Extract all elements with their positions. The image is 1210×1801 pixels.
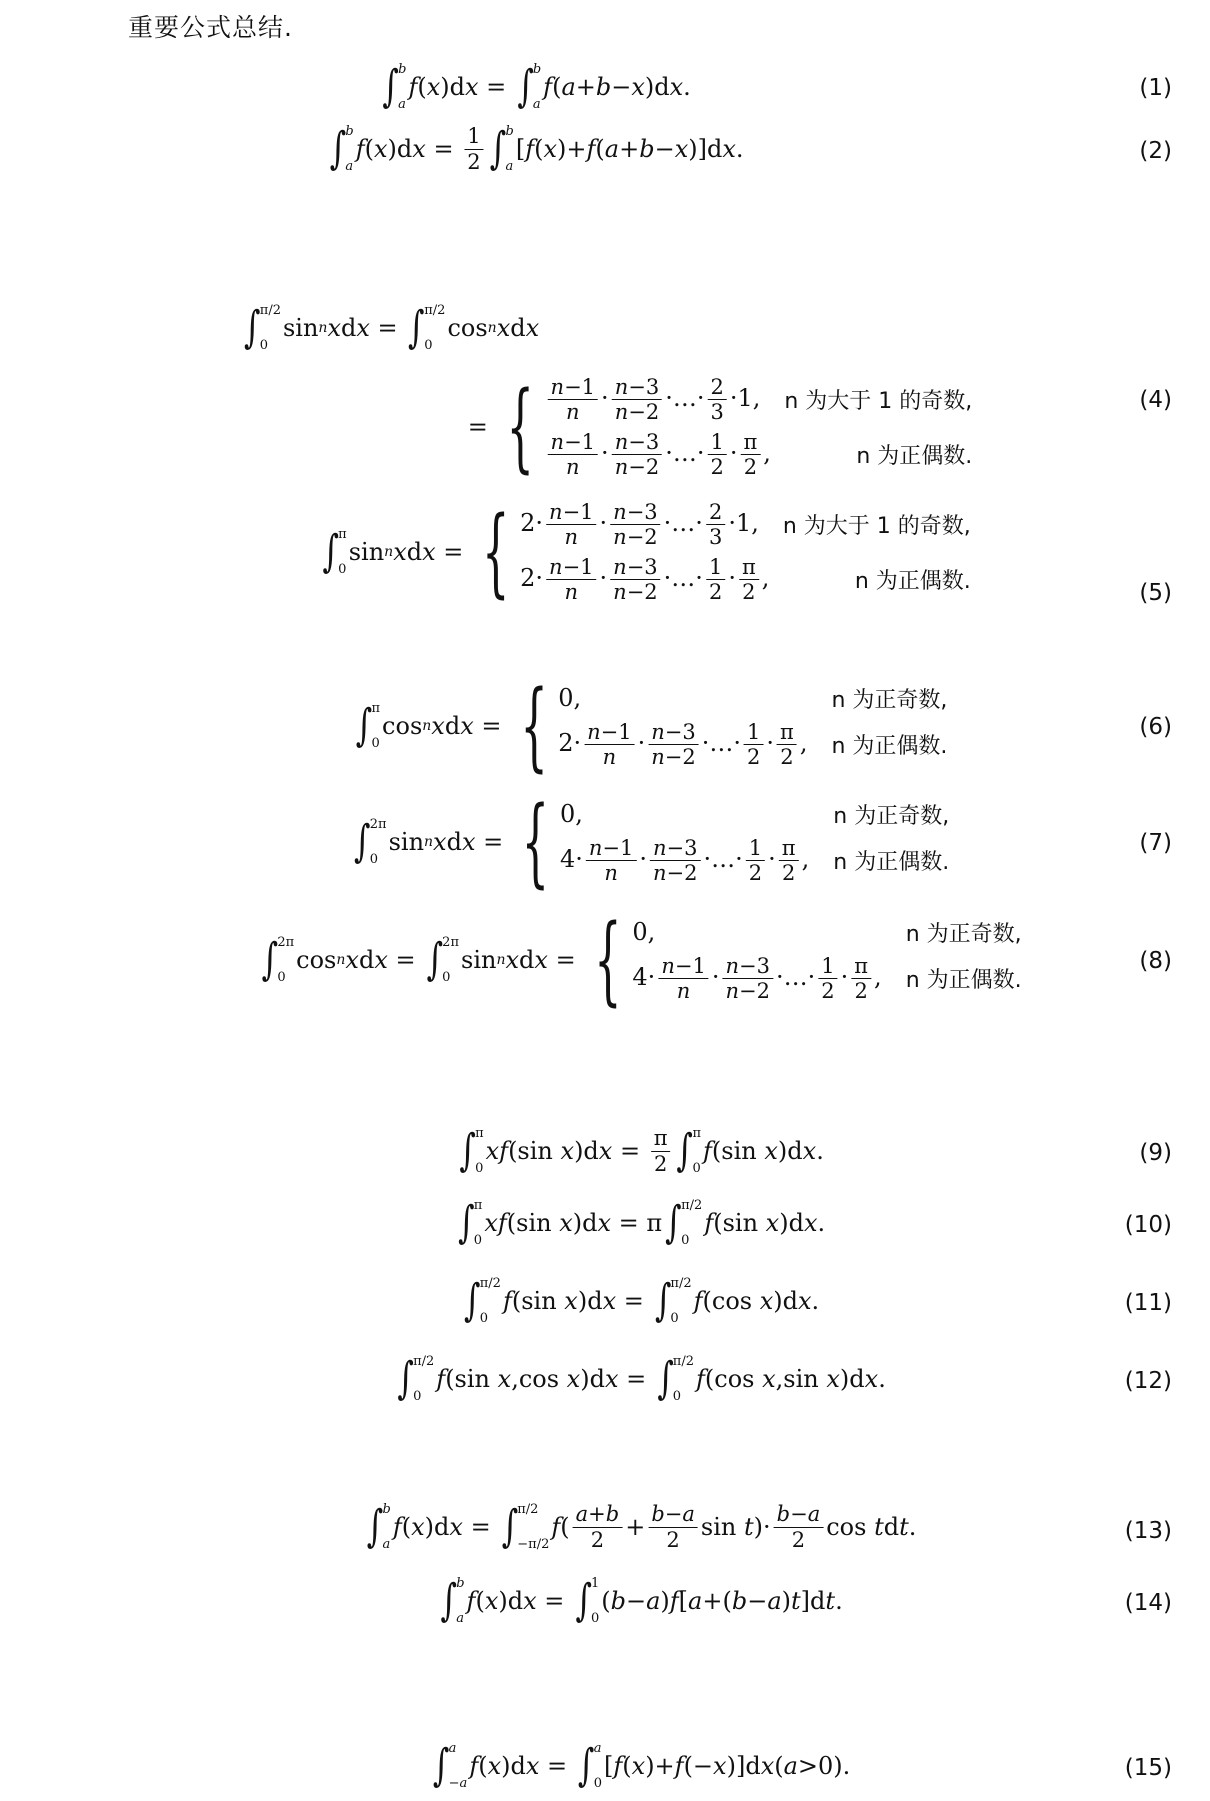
case-condition: n 为正偶数. [854, 569, 971, 595]
equation-number: (6) [1139, 714, 1172, 740]
equation-body: ∫ 2π 0 cos n x d x = ∫ 2π 0 sin n x d x = { 0, n 为正奇数, 4· $\frac{n-1}{n}$ · $\frac{n-3}{n-2}$ ·…· $\frac{1}{2}$ · $\frac{\pi}{2}$ , n 为正偶数. [261, 904, 1022, 1016]
equation-number: (15) [1124, 1755, 1172, 1781]
case-condition: n 为正奇数, [833, 803, 950, 829]
equation-number: (4) [1139, 387, 1172, 413]
equation-body: ∫ a −a f ( x )d x = ∫ a 0 [ f ( x )+ f (− x )]d x ( a >0). [432, 1740, 851, 1791]
equation-number: (12) [1124, 1368, 1172, 1394]
equation-body: ∫ π 0 cos n x d x = { 0, n 为正奇数, 2· $\frac{n-1}{n}$ · $\frac{n-3}{n-2}$ ·…· $\frac{1}{2}$ · $\frac{\pi}{2}$ , n 为正偶数. [355, 670, 948, 782]
equation-body: ∫ π/2 0 f (sin x ,cos x )d x = ∫ π/2 0 f (cos x ,sin x )d x . [397, 1353, 886, 1404]
equation-body: ∫ b a f ( x )d x = ∫ 1 0 ( b − a ) f [ a +( b − a ) t ]d t . [440, 1575, 843, 1626]
equation-body: ∫ π 0 xf (sin x )d x = $\frac{\pi}{2}$ ∫ π 0 f (sin x )d x . [459, 1125, 824, 1176]
case-condition: n 为大于 1 的奇数, [784, 389, 973, 415]
equation-number: (9) [1139, 1140, 1172, 1166]
equation-number: (11) [1124, 1290, 1172, 1316]
equation-number: (7) [1139, 830, 1172, 856]
equation-body: ∫ b a f ( x )d x = ∫ b a f ( a + b − x )d x . [382, 61, 691, 112]
case-condition: n 为正奇数, [831, 687, 948, 713]
equation-number: (13) [1124, 1518, 1172, 1544]
equation-body: ∫ b a f ( x )d x = $\frac{1}{2}$ ∫ b a [ f ( x )+ f ( a + b − x )]d x . [329, 123, 744, 174]
equation-number: (2) [1139, 138, 1172, 164]
equation-body: ∫ 2π 0 sin n x d x = { 0, n 为正奇数, 4· $\frac{n-1}{n}$ · $\frac{n-3}{n-2}$ ·…· $\frac{1}{2}$ · $\frac{\pi}{2}$ , n 为正偶数. [354, 786, 950, 898]
page-title: 重要公式总结. [128, 13, 293, 42]
equation-body: ∫ π 0 xf (sin x )d x = π ∫ π/2 0 f (sin x )d x . [458, 1197, 826, 1248]
equation-number: (10) [1124, 1212, 1172, 1238]
equation-body: ∫ π/2 0 sin n x d x = ∫ π/2 0 cos n x d x [244, 302, 540, 353]
case-condition: n 为正偶数. [833, 850, 950, 875]
equation-number: (8) [1139, 948, 1172, 974]
equation-body: ∫ π/2 0 f (sin x )d x = ∫ π/2 0 f (cos x )d x . [464, 1275, 820, 1326]
equation-number: (1) [1139, 75, 1172, 101]
equation-number: (14) [1124, 1590, 1172, 1616]
case-condition: n 为大于 1 的奇数, [782, 514, 971, 540]
case-condition: n 为正偶数. [831, 734, 948, 759]
equation-number: (5) [1139, 580, 1172, 606]
case-condition: n 为正偶数. [856, 444, 973, 470]
case-condition: n 为正偶数. [905, 968, 1022, 993]
equation-body: = { $\frac{n-1}{n}$ · $\frac{n-3}{n-2}$ ·…· $\frac{2}{3}$ ·1, n 为大于 1 的奇数, $\frac{n-1}{n}$ · $\frac{n-3}{n-2}$ ·…· $\frac{1}{2}$ · $\frac{\pi}{2}$ , n 为正偶数. [467, 371, 973, 484]
equation-body: ∫ b a f ( x )d x = ∫ π/2 −π/2 f ( $\frac{a+b}{2}$ + $\frac{b-a}{2}$ sin t )· $\frac{b-a}{2}$ cos t d t . [366, 1501, 917, 1552]
equation-body: ∫ π 0 sin n x d x = { 2· $\frac{n-1}{n}$ · $\frac{n-3}{n-2}$ ·…· $\frac{2}{3}$ ·1, n 为大于 1 的奇数, 2· $\frac{n-1}{n}$ · $\frac{n-3}{n-2}$ ·…· $\frac{1}{2}$ · $\frac{\pi}{2}$ , n 为正偶数. [322, 496, 971, 609]
case-condition: n 为正奇数, [905, 921, 1022, 947]
